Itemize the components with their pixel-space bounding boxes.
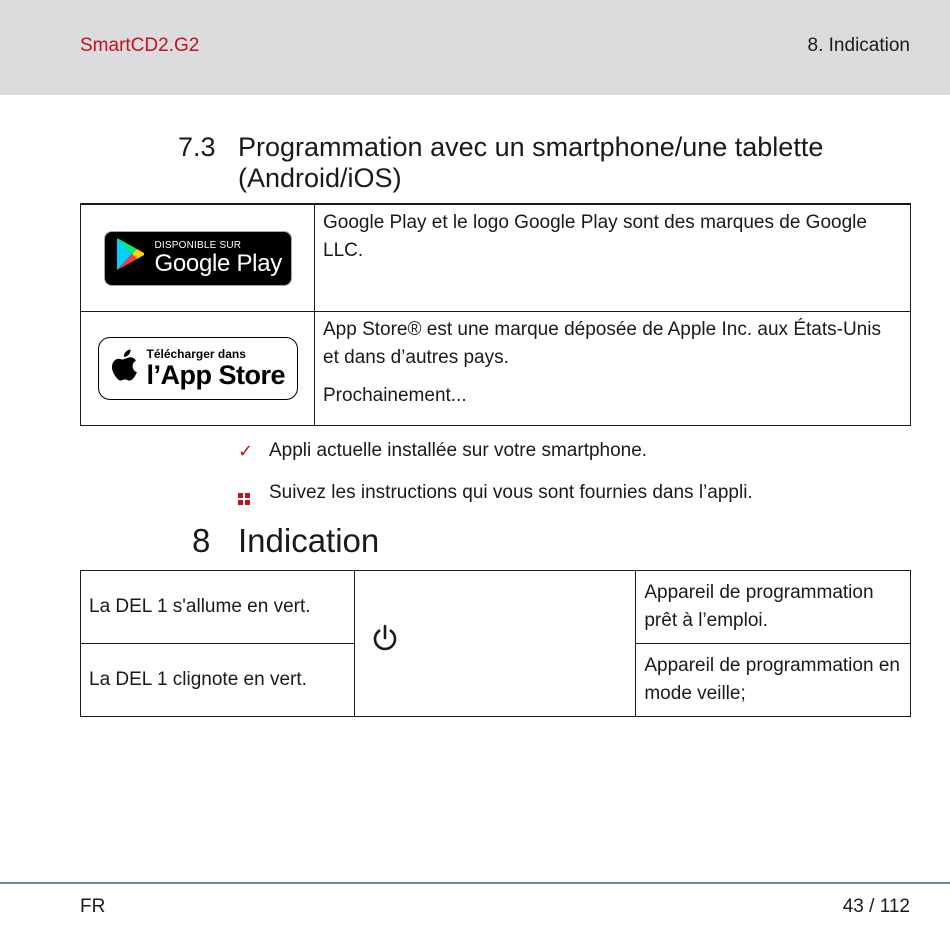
action-squares-icon: [238, 479, 269, 507]
app-store-trademark-text: App Store® est une marque déposée de Apple Inc. aux États-Unis et dans d’autres pays.: [323, 319, 881, 368]
language-code: FR: [80, 896, 106, 917]
apple-icon: [111, 348, 139, 390]
led-state-cell: La DEL 1 clignote en vert.: [81, 644, 355, 717]
badge-store-name: Google Play: [154, 249, 282, 277]
section-heading: [178, 132, 918, 194]
google-play-icon: [115, 237, 145, 280]
table-row: [81, 204, 911, 312]
app-store-table: [80, 203, 911, 426]
store-description-cell: [315, 312, 911, 426]
footer-divider: [0, 882, 950, 884]
badge-cell: [81, 204, 315, 312]
led-meaning-cell: Appareil de programmation prêt à l’emploi.: [636, 571, 911, 644]
chapter-heading: [192, 521, 379, 561]
checkmark-icon: ✓: [238, 441, 254, 461]
led-icon-cell: [354, 571, 636, 717]
badge-store-name: l’App Store: [146, 359, 286, 390]
running-chapter-title: 8. Indication: [807, 35, 910, 56]
power-icon: [371, 638, 399, 659]
chapter-number: 8: [192, 522, 211, 559]
google-play-trademark-text: Google Play et le logo Google Play sont des marques de Google LLC.: [323, 212, 867, 261]
badge-small-text: DISPONIBLE SUR: [154, 239, 242, 251]
app-store-badge[interactable]: [98, 337, 298, 400]
list-item: [238, 479, 753, 507]
step-list: [238, 437, 753, 521]
badge-small-text: Télécharger dans: [146, 346, 246, 361]
list-item: [238, 437, 753, 465]
chapter-title: Indication: [238, 522, 380, 559]
section-number: 7.3: [178, 132, 216, 162]
led-meaning-cell: Appareil de programmation en mode veille;: [636, 644, 911, 717]
app-store-note: Prochainement...: [323, 385, 467, 406]
section-title: Programmation avec un smartphone/une tablette (Android/iOS): [238, 132, 824, 193]
step-text: Appli actuelle installée sur votre smartphone.: [269, 440, 648, 461]
google-play-badge[interactable]: [104, 231, 292, 286]
step-text: Suivez les instructions qui vous sont fournies dans l’appli.: [269, 482, 753, 503]
badge-cell: [81, 312, 315, 426]
table-row: [81, 571, 911, 644]
brand-name: SmartCD2.G2: [80, 35, 200, 56]
page-number: 43 / 112: [842, 896, 910, 917]
table-row: [81, 312, 911, 426]
led-state-cell: La DEL 1 s'allume en vert.: [81, 571, 355, 644]
store-description-cell: [315, 204, 911, 312]
indication-table: [80, 570, 911, 717]
